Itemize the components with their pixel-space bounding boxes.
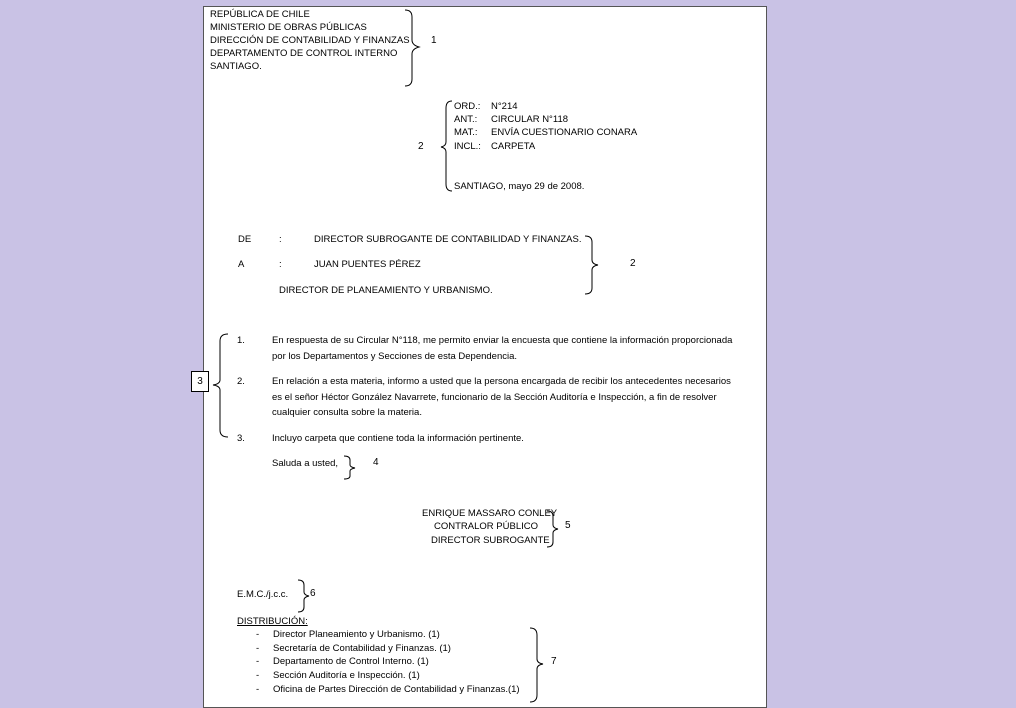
brace-left-2 bbox=[440, 100, 454, 192]
distribution-item-text: Secretaría de Contabilidad y Finanzas. (1) bbox=[273, 643, 451, 654]
paragraph-2-line-1: En relación a esta materia, informo a usted que la persona encargada de recibir los antecedentes necesarios bbox=[272, 376, 731, 387]
paragraph-3-number: 3. bbox=[237, 433, 245, 444]
distribution-item bbox=[256, 628, 440, 642]
distribution-item bbox=[256, 642, 451, 656]
marker-7: 7 bbox=[551, 656, 557, 667]
distribution-item bbox=[256, 655, 429, 669]
signature-title-1: CONTRALOR PÚBLICO bbox=[434, 521, 538, 532]
paragraph-1-number: 1. bbox=[237, 335, 245, 346]
closing-salutation: Saluda a usted, bbox=[272, 458, 339, 469]
ref-value-incl: CARPETA bbox=[491, 141, 536, 152]
list-dash: - bbox=[256, 670, 260, 681]
brace-right-2 bbox=[583, 235, 605, 297]
from-value: DIRECTOR SUBROGANTE DE CONTABILIDAD Y FINANZAS. bbox=[314, 234, 582, 245]
signature-name: ENRIQUE MASSARO CONLEY bbox=[422, 508, 558, 519]
from-label: DE bbox=[238, 234, 252, 245]
marker-2-reference: 2 bbox=[418, 141, 424, 152]
marker-5: 5 bbox=[565, 520, 571, 531]
initials: E.M.C./j.c.c. bbox=[237, 589, 289, 600]
header-line-3: DIRECCIÓN DE CONTABILIDAD Y FINANZAS bbox=[210, 35, 410, 46]
distribution-title: DISTRIBUCIÓN: bbox=[237, 616, 308, 627]
ref-value-ant: CIRCULAR N°118 bbox=[491, 114, 569, 125]
brace-right-4 bbox=[342, 455, 360, 481]
distribution-item-text: Sección Auditoría e Inspección. (1) bbox=[273, 670, 420, 681]
header-line-2: MINISTERIO DE OBRAS PÚBLICAS bbox=[210, 22, 367, 33]
from-colon: : bbox=[279, 234, 282, 245]
to-label: A bbox=[238, 259, 245, 270]
header-line-1: REPÚBLICA DE CHILE bbox=[210, 9, 310, 20]
brace-right-7 bbox=[528, 627, 550, 707]
signature-title-2: DIRECTOR SUBROGANTE bbox=[431, 535, 550, 546]
paragraph-2-number: 2. bbox=[237, 376, 245, 387]
distribution-item-text: Oficina de Partes Dirección de Contabilidad y Finanzas.(1) bbox=[273, 684, 520, 695]
to-title: DIRECTOR DE PLANEAMIENTO Y URBANISMO. bbox=[279, 285, 493, 296]
distribution-item-text: Director Planeamiento y Urbanismo. (1) bbox=[273, 629, 440, 640]
ref-label-mat: MAT.: bbox=[454, 127, 478, 138]
marker-3-box: 3 bbox=[191, 371, 209, 392]
distribution-item-text: Departamento de Control Interno. (1) bbox=[273, 656, 429, 667]
paragraph-1-line-2: por los Departamentos y Secciones de esta Dependencia. bbox=[272, 351, 518, 362]
paragraph-3-line-1: Incluyo carpeta que contiene toda la información pertinente. bbox=[272, 433, 524, 444]
marker-4: 4 bbox=[373, 457, 379, 468]
ref-value-mat: ENVÍA CUESTIONARIO CONARA bbox=[491, 127, 638, 138]
ref-label-ord: ORD.: bbox=[454, 101, 481, 112]
brace-right-5 bbox=[545, 510, 563, 548]
brace-left-3 bbox=[209, 333, 231, 439]
distribution-item bbox=[256, 669, 420, 683]
marker-1: 1 bbox=[431, 35, 437, 46]
list-dash: - bbox=[256, 656, 260, 667]
paragraph-1-line-1: En respuesta de su Circular N°118, me permito enviar la encuesta que contiene la información proporcionada bbox=[272, 335, 733, 346]
marker-2-addressing: 2 bbox=[630, 258, 636, 269]
brace-right-1 bbox=[403, 9, 427, 87]
distribution-item bbox=[256, 683, 520, 697]
to-value: JUAN PUENTES PÉREZ bbox=[314, 259, 421, 270]
marker-6: 6 bbox=[310, 588, 316, 599]
paragraph-2-line-2: es el señor Héctor González Navarrete, funcionario de la Sección Auditoría e Inspección, a fin de resolver bbox=[272, 392, 717, 403]
list-dash: - bbox=[256, 684, 260, 695]
list-dash: - bbox=[256, 643, 260, 654]
header-line-5: SANTIAGO. bbox=[210, 61, 262, 72]
letter-date: SANTIAGO, mayo 29 de 2008. bbox=[454, 181, 585, 192]
ref-label-incl: INCL.: bbox=[454, 141, 481, 152]
to-colon: : bbox=[279, 259, 282, 270]
ref-value-ord: N°214 bbox=[491, 101, 518, 112]
ref-label-ant: ANT.: bbox=[454, 114, 478, 125]
document-page bbox=[203, 6, 767, 708]
list-dash: - bbox=[256, 629, 260, 640]
header-line-4: DEPARTAMENTO DE CONTROL INTERNO bbox=[210, 48, 398, 59]
paragraph-2-line-3: cualquier consulta sobre la materia. bbox=[272, 407, 422, 418]
